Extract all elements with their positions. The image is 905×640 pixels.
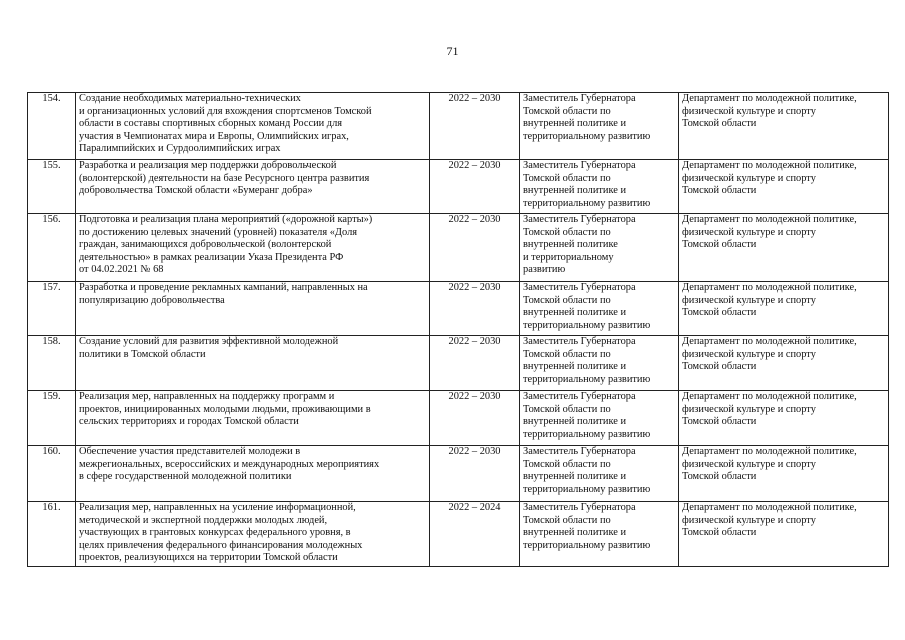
period-cell: 2022 – 2030 — [430, 282, 520, 336]
executor-cell: Департамент по молодежной политике, физической культуре и спорту Томской области — [679, 391, 889, 446]
executor-cell: Департамент по молодежной политике, физической культуре и спорту Томской области — [679, 160, 889, 214]
executor-cell: Департамент по молодежной политике, физической культуре и спорту Томской области — [679, 93, 889, 160]
activity-cell: Обеспечение участия представителей молодежи в межрегиональных, всероссийских и международных мероприятиях в сфере государственной молодежной политики — [76, 446, 430, 502]
responsible-cell: Заместитель Губернатора Томской области по внутренней политике и территориальному развитию — [520, 214, 679, 282]
responsible-cell: Заместитель Губернатора Томской области по внутренней политике и территориальному развитию — [520, 336, 679, 391]
table-row — [28, 391, 889, 446]
period-cell: 2022 – 2030 — [430, 93, 520, 160]
period-cell: 2022 – 2030 — [430, 160, 520, 214]
activity-cell: Разработка и реализация мер поддержки добровольческой (волонтерской) деятельности на базе Ресурсного центра развития добровольчества Томской области «Бумеранг добра» — [76, 160, 430, 214]
responsible-cell: Заместитель Губернатора Томской области по внутренней политике и территориальному развитию — [520, 391, 679, 446]
executor-cell: Департамент по молодежной политике, физической культуре и спорту Томской области — [679, 336, 889, 391]
responsible-cell: Заместитель Губернатора Томской области по внутренней политике и территориальному развитию — [520, 502, 679, 567]
table-row — [28, 160, 889, 214]
table-row — [28, 282, 889, 336]
page-number: 71 — [446, 44, 459, 58]
period-cell: 2022 – 2030 — [430, 446, 520, 502]
executor-cell: Департамент по молодежной политике, физической культуре и спорту Томской области — [679, 502, 889, 567]
row-number: 159. — [28, 391, 76, 446]
row-number: 160. — [28, 446, 76, 502]
responsible-cell: Заместитель Губернатора Томской области по внутренней политике и территориальному развитию — [520, 282, 679, 336]
row-number: 157. — [28, 282, 76, 336]
table-row — [28, 336, 889, 391]
responsible-cell: Заместитель Губернатора Томской области по внутренней политике и территориальному развитию — [520, 93, 679, 160]
responsible-cell: Заместитель Губернатора Томской области по внутренней политике и территориальному развитию — [520, 160, 679, 214]
period-cell: 2022 – 2030 — [430, 214, 520, 282]
row-number: 154. — [28, 93, 76, 160]
activity-cell: Разработка и проведение рекламных кампаний, направленных на популяризацию добровольчества — [76, 282, 430, 336]
table-row — [28, 502, 889, 567]
row-number: 158. — [28, 336, 76, 391]
executor-cell: Департамент по молодежной политике, физической культуре и спорту Томской области — [679, 282, 889, 336]
table-row — [28, 93, 889, 160]
activity-cell: Реализация мер, направленных на усиление информационной, методической и экспертной поддержки молодых людей, участвующих в грантовых конкурсах федерального уровня, в целях привлечения федерального финансирования молодежных проектов, реализующихся на территории Томской области — [76, 502, 430, 567]
table-row — [28, 214, 889, 282]
period-cell: 2022 – 2030 — [430, 391, 520, 446]
period-cell: 2022 – 2030 — [430, 336, 520, 391]
activity-cell: Подготовка и реализация плана мероприятий («дорожной карты») по достижению целевых значений (уровней) показателя «Доля граждан, занимающихся добровольческой (волонтерской деятельностью» в рамках реализации Указа Президента РФ от 04.02.2021 № 68 — [76, 214, 430, 282]
period-cell: 2022 – 2024 — [430, 502, 520, 567]
row-number: 156. — [28, 214, 76, 282]
responsible-cell: Заместитель Губернатора Томской области по внутренней политике и территориальному развитию — [520, 446, 679, 502]
executor-cell: Департамент по молодежной политике, физической культуре и спорту Томской области — [679, 214, 889, 282]
activity-cell: Создание необходимых материально-технических и организационных условий для вхождения спортсменов Томской области в составы спортивных сборных команд России для участия в Чемпионатах мира и Европы, Олимпийских играх, Паралимпийских и Сурдоолимпийских играх — [76, 93, 430, 160]
action-plan-table — [27, 92, 889, 567]
row-number: 155. — [28, 160, 76, 214]
activity-cell: Создание условий для развития эффективной молодежной политики в Томской области — [76, 336, 430, 391]
row-number: 161. — [28, 502, 76, 567]
executor-cell: Департамент по молодежной политике, физической культуре и спорту Томской области — [679, 446, 889, 502]
activity-cell: Реализация мер, направленных на поддержку программ и проектов, инициированных молодыми людьми, проживающими в сельских территориях и городах Томской области — [76, 391, 430, 446]
table-row — [28, 446, 889, 502]
